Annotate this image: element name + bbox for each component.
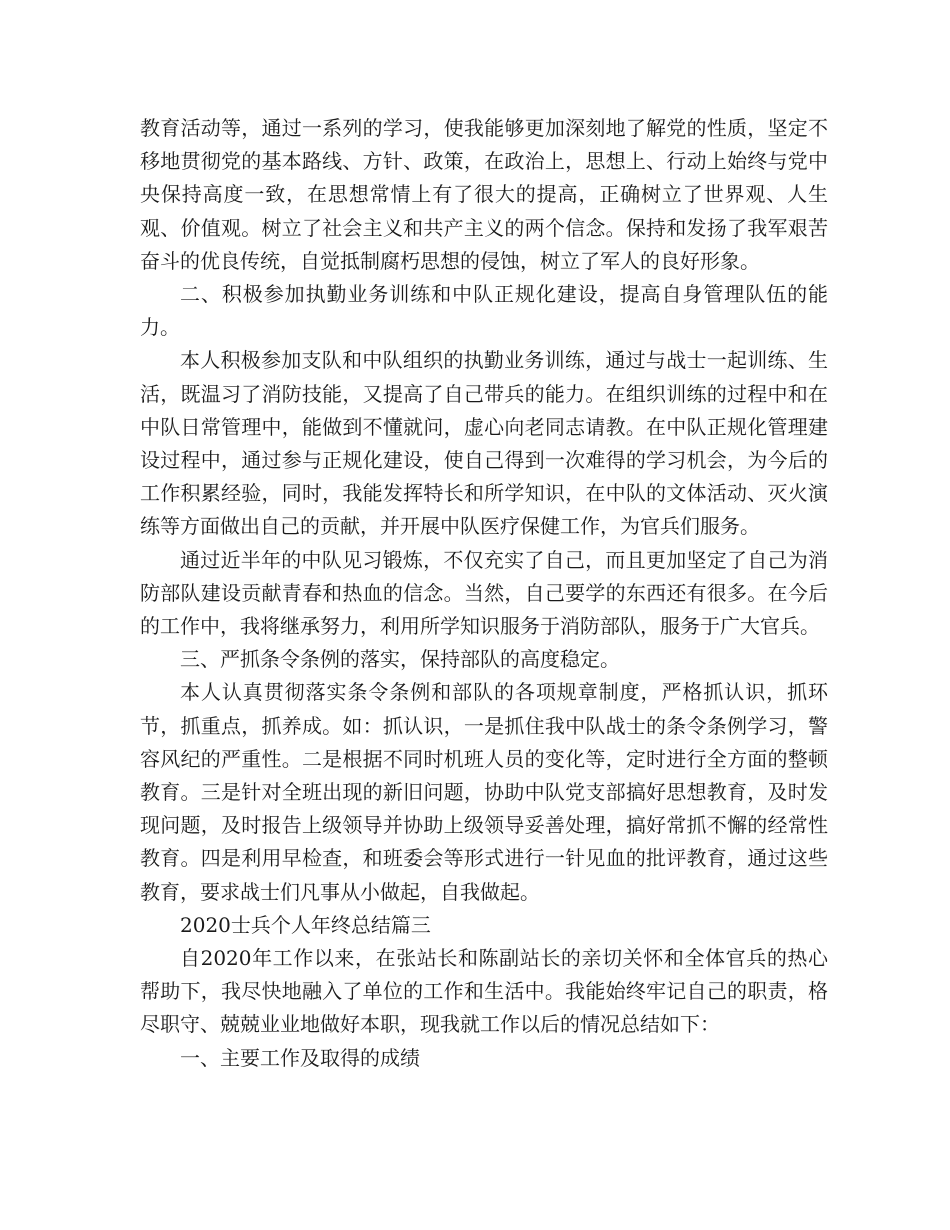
section-heading-three: 三、严抓条令条例的落实，保持部队的高度稳定。 [180,647,620,672]
paragraph-internship: 通过近半年的中队见习锻炼，不仅充实了自己，而且更加坚定了自己为消防部队建设贡献青春和热血的信念。当然，自己要学的东西还有很多。在今后的工作中，我将继承努力，利用所学知识服务于消防部队，服务于广大官兵。 [140,547,828,639]
paragraph-regulations: 本人认真贯彻落实条令条例和部队的各项规章制度，严格抓认识，抓环节，抓重点，抓养成。如：抓认识，一是抓住我中队战士的条令条例学习，警容风纪的严重性。二是根据不同时机班人员的变化等，定时进行全方面的整顿教育。三是针对全班出现的新旧问题，协助中队党支部搞好思想教育，及时发现问题，及时报告上级领导并协助上级领导妥善处理，搞好常抓不懈的经常性教育。四是利用早检查，和班委会等形式进行一针见血的批评教育，通过这些教育，要求战士们凡事从小做起，自我做起。 [140,680,828,904]
section-heading-main-work: 一、主要工作及取得的成绩 [180,1045,420,1070]
paragraph-intro-continuation: 教育活动等，通过一系列的学习，使我能够更加深刻地了解党的性质，坚定不移地贯彻党的基本路线、方针、政策，在政治上，思想上、行动上始终与党中央保持高度一致，在思想常情上有了很大的提高，正确树立了世界观、人生观、价值观。树立了社会主义和共产主义的两个信念。保持和发扬了我军艰苦奋斗的优良传统，自觉抵制腐朽思想的侵蚀，树立了军人的良好形象。 [140,116,828,273]
paragraph-training: 本人积极参加支队和中队组织的执勤业务训练，通过与战士一起训练、生活，既温习了消防技能，又提高了自己带兵的能力。在组织训练的过程中和在中队日常管理中，能做到不懂就问，虚心向老同志请教。在中队正规化管理建设过程中，通过参与正规化建设，使自己得到一次难得的学习机会，为今后的工作积累经验，同时，我能发挥特长和所学知识，在中队的文体活动、灭火演练等方面做出自己的贡献，并开展中队医疗保健工作，为官兵们服务。 [140,348,828,539]
document-body [140,112,828,1075]
paragraph-since-2020: 自2020年工作以来，在张站长和陈副站长的亲切关怀和全体官兵的热心帮助下，我尽快地融入了单位的工作和生活中。我能始终牢记自己的职责，格尽职守、兢兢业业地做好本职，现我就工作以后的情况总结如下： [140,946,828,1037]
article-title-part-three: 2020士兵个人年终总结篇三 [180,912,431,937]
section-heading-two: 二、积极参加执勤业务训练和中队正规化建设，提高自身管理队伍的能力。 [140,282,828,340]
